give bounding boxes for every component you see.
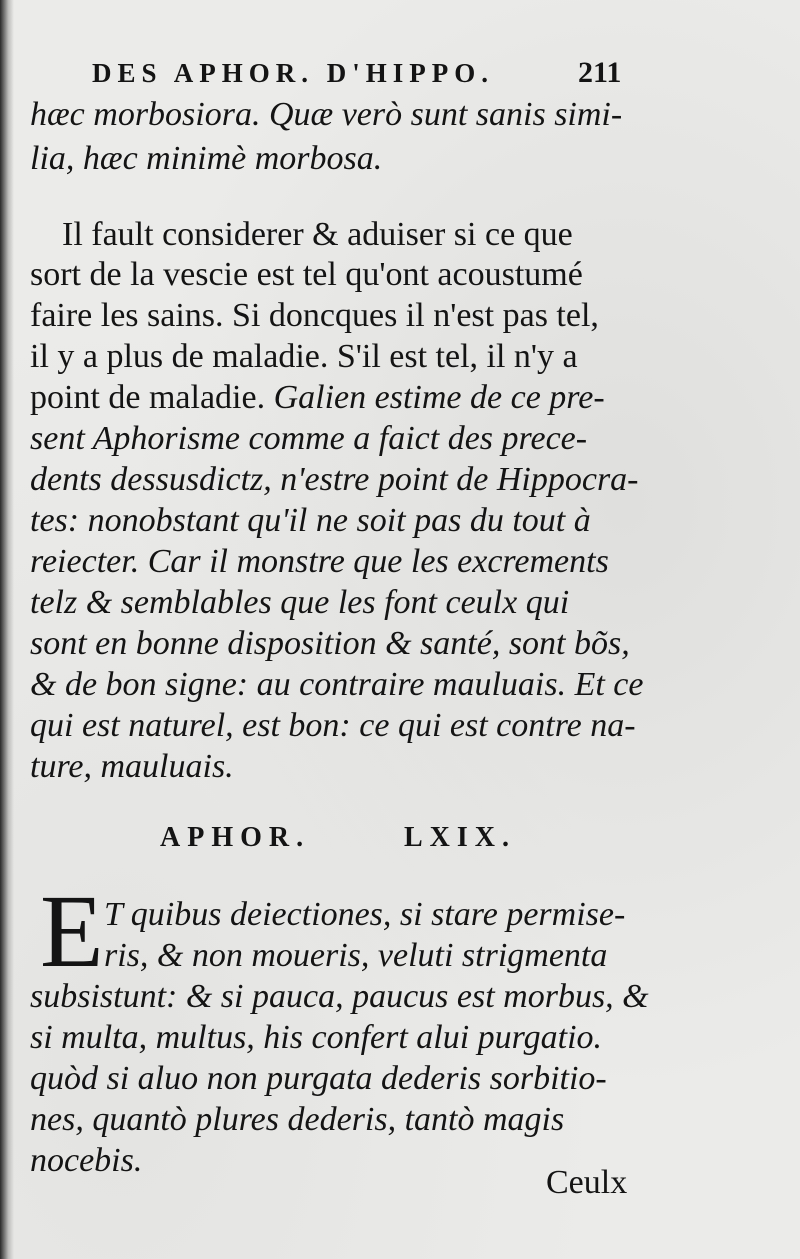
aphorism-line: quòd si aluo non purgata dederis sorbitio- (30, 1060, 607, 1097)
commentary-line: faire les sains. Si doncques il n'est pas tel, (30, 297, 599, 334)
commentary-line: Il fault considerer & aduiser si ce que (62, 216, 573, 253)
commentary-italic-line: reiecter. Car il monstre que les excrements (30, 543, 609, 580)
commentary-italic-fragment: Galien estime de ce pre- (273, 379, 605, 416)
latin-line: lia, hæc minimè morbosa. (30, 140, 383, 177)
commentary-italic-line: tes: nonobstant qu'il ne soit pas du tout à (30, 502, 591, 539)
aphorism-line: T quibus deiectiones, si stare permise- (104, 896, 626, 933)
commentary-line: il y a plus de maladie. S'il est tel, il n'y a (30, 338, 578, 375)
aphorism-line: si multa, multus, his confert alui purgatio. (30, 1019, 603, 1056)
latin-line: hæc morbosiora. Quæ verò sunt sanis simi- (30, 96, 623, 133)
catchword: Ceulx (546, 1164, 628, 1201)
commentary-italic-line: telz & semblables que les font ceulx qui (30, 584, 570, 621)
commentary-italic-line: dents dessusdictz, n'estre point de Hippocra- (30, 461, 639, 498)
commentary-line: sort de la vescie est tel qu'ont acoustumé (30, 256, 583, 293)
drop-cap: E (40, 874, 104, 989)
commentary-italic-line: sent Aphorisme comme a faict des prece- (30, 420, 588, 457)
commentary-italic-line: & de bon signe: au contraire mauluais. Et ce (30, 666, 644, 703)
page-gutter-shadow (0, 0, 14, 1259)
commentary-italic-line: sont en bonne disposition & santé, sont bõs, (30, 625, 630, 662)
commentary-line-mixed (30, 381, 605, 415)
commentary-roman-fragment: point de maladie. (30, 379, 266, 416)
aphorism-line: nocebis. (30, 1142, 143, 1179)
section-label: APHOR. (160, 822, 311, 853)
commentary-italic-line: qui est naturel, est bon: ce qui est contre na- (30, 707, 636, 744)
aphorism-line: nes, quantò plures dederis, tantò magis (30, 1101, 565, 1138)
page-number: 211 (578, 56, 622, 89)
aphorism-line: subsistunt: & si pauca, paucus est morbus, & (30, 978, 649, 1015)
aphorism-line: ris, & non moueris, veluti strigmenta (104, 937, 608, 974)
commentary-italic-line: ture, mauluais. (30, 748, 234, 785)
running-title: DES APHOR. D'HIPPO. (92, 58, 495, 88)
section-number: LXIX. (404, 822, 517, 853)
